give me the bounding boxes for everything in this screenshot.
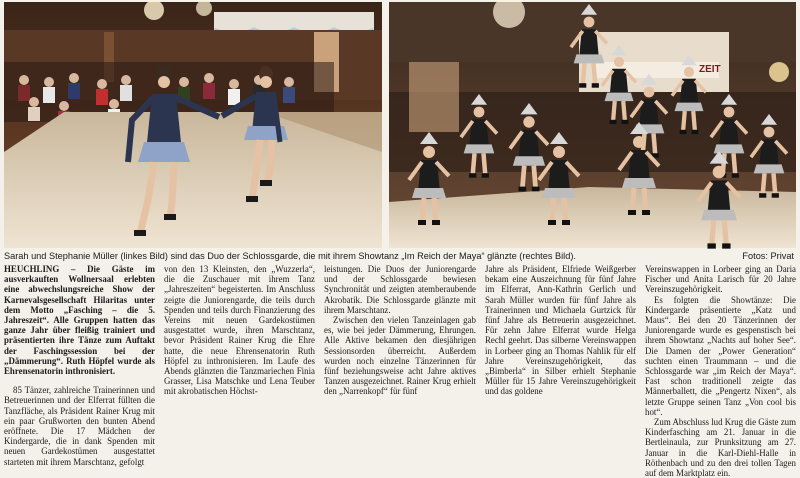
photo-duo-dancers — [4, 2, 382, 248]
article-column-3 — [324, 264, 476, 450]
article-paragraph: Es folgten die Showtänze: Die Kindergarde präsentierte „Katz und Maus“. Bei den 20 Tänzerinnen der Juniorengarde wurde es gespenstisch bei ihrem Showtanz „Nachts auf hoher See“. Die Damen der „Power Generation“ suchten einen Traummann – und die Schlossgarde war „im Reich der Maya“. Fast schon traditionell zeigte das Männerballett, die „Pengertz Nixen“, als letzte Gruppe seinen Tanz „Von cool bis hot“. — [645, 294, 796, 417]
banner-text: ZEIT — [699, 64, 721, 75]
photo-caption: Sarah und Stephanie Müller (linkes Bild) sind das Duo der Schlossgarde, die mit ihrem Showtanz „Im Reich der Maya“ glänzte (rechtes Bild). — [4, 251, 576, 261]
article-column-4 — [485, 264, 636, 450]
photo-schlossgarde-showdance — [389, 2, 796, 248]
article-paragraph: Vereinswappen in Lorbeer ging an Daria Fischer und Anita Larisch für 20 Jahre Vereinszugehörigkeit. — [645, 264, 796, 295]
article-column-2 — [164, 264, 315, 450]
article-paragraph: leistungen. Die Duos der Juniorengarde und der Schlossgarde bewiesen Synchronität und zeigten atemberaubende Akrobatik. Die Schlossgarde glänzte mit ihrem Marschtanz. — [324, 264, 476, 315]
article-paragraph: Jahre als Präsident, Elfriede Weißgerber bekam eine Auszeichnung für fünf Jahre im Elferrat, Ann-Kathrin Gerlich und Sarah Müller wurden für fünf Jahre als Trainerinnen und Michaela Gurtzick für fünf Jahre als Betreuerin ausgezeichnet. Für zehn Jahre Elferrat wurde Helga Rechl geehrt. Das silberne Vereinswappen in Lorbeer ging an Thomas Nahlik für elf Jahre Vereinszugehörigkeit, das „Bimberla“ in Silber erhielt Stephanie Müller für 15 Jahre Vereinszugehörigkeit und das goldene — [485, 264, 636, 397]
article-paragraph: von den 13 Kleinsten, den „Wuzzerla“, die die Zuschauer mit ihrem Tanz „Jahreszeiten“ begeisterten. Im Anschluss zeigte die Juniorengarde, die teils durch Spenden und teils durch Finanzierung des Vereins mit neuen Gardekostümen ausgestattet wurde, ihren Marschtanz, bevor Präsident Rainer Krug die Ehre hatte, die neue Ehrensenatorin Ruth Höpfel zu inthronisieren. Im Laufe des Abends glänzten die Tanzmariechen Finia Grasser, Lisa Matschke und Lena Teuber mit akrobatischen Höchst- — [164, 264, 315, 397]
article-column-5 — [645, 264, 796, 478]
article-column-1 — [4, 264, 155, 467]
article-lead: HEUCHLING – Die Gäste im ausverkauften Wollnersaal erlebten eine abwechslungsreiche Show der Karnevalsgesellschaft Hilaritas unter dem Motto „Fasching – die 5. Jahreszeit“. Alle Gruppen hatten das ganze Jahr über fleißig trainiert und präsentierten ihre Tänze zum Auftakt der Faschingssession bei der „Dämmerung“. Ruth Höpfel wurde als Ehrensenatorin inthronisiert. — [4, 264, 155, 377]
article-paragraph: Zum Abschluss lud Krug die Gäste zum Kinderfasching am 21. Januar in die Bertleinaula, zur Prunksitzung am 27. Januar in die Karl-Diehl-Halle in Röthenbach und zu den drei tollen Tagen auf dem Marktplatz ein. — [645, 417, 796, 478]
article-paragraph: Zwischen den vielen Tanzeinlagen gab es, wie bei jeder Dämmerung, Ehrungen. Alle Aktive bekamen den diesjährigen Sessionsorden überreicht. Außerdem wurden noch einzelne Tänzerinnen für fünf beziehungsweise acht Jahre aktives Tanzen ausgezeichnet. Rainer Krug erhielt den „Narrenkopf“ für fünf — [324, 315, 476, 397]
photo-credit: Fotos: Privat — [742, 251, 794, 261]
article-paragraph: 85 Tänzer, zahlreiche Trainerinnen und Betreuerinnen und der Elferrat füllten die Tanzfläche, als Präsident Rainer Krug mit ein paar Grußworten den bunten Abend eröffnete. Die 17 Mädchen der Kindergarde, die in dank Spenden mit neuen Gardekostümen ausgestattet starteten mit ihrem Marschtanz, gefolgt — [4, 385, 155, 467]
